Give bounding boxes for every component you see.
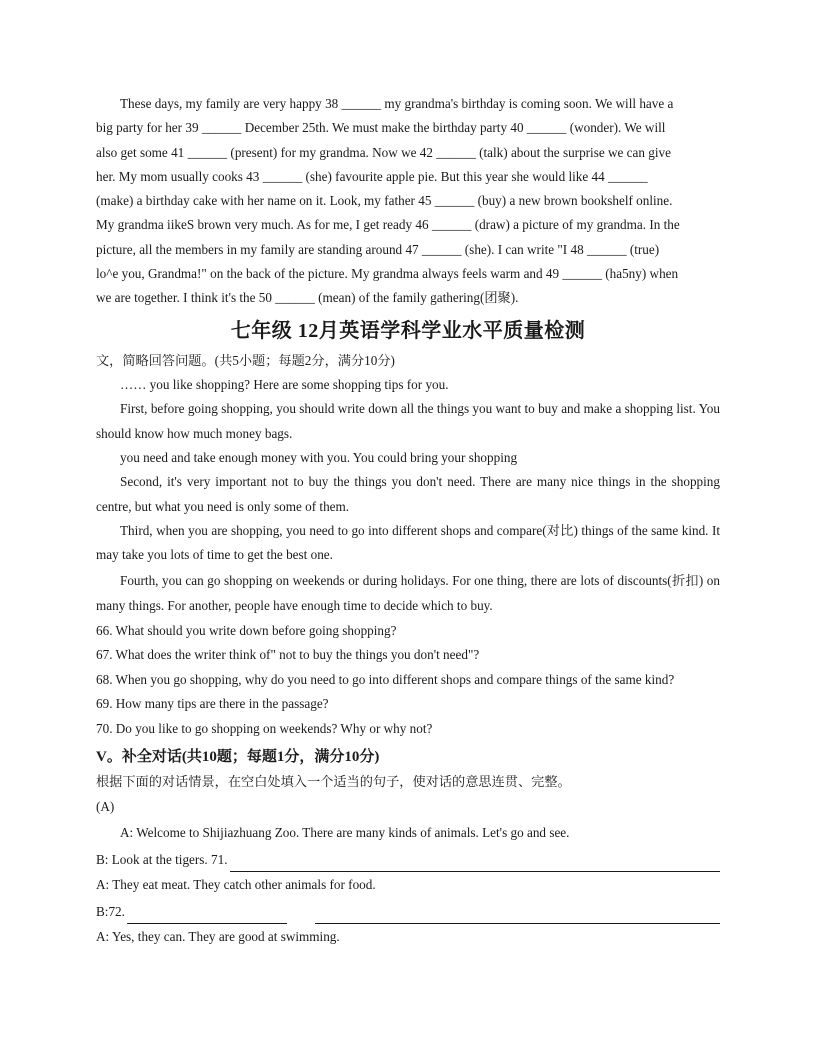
reading-paragraph: First, before going shopping, you should write down all the things you want to buy and make a shopping list. You should know how much money bags.	[96, 401, 720, 441]
answer-blank-71[interactable]	[230, 854, 721, 872]
cloze-line: picture, all the members in my family are standing around 47 ______ (she). I can write "I 48 ______ (true)	[96, 241, 660, 257]
reading-paragraph: Second, it's very important not to buy the things you don't need. There are many nice things in the shopping centre, but what you need is only some of them.	[96, 474, 720, 514]
cloze-line: (make) a birthday cake with her name on it. Look, my father 45 ______ (buy) a new brown bookshelf online.	[96, 193, 673, 209]
reading-instruction: 文，简略回答问题。(共5小题；每题2分，满分10分)	[96, 352, 395, 368]
exam-title: 七年级 12月英语学科学业水平质量检测	[230, 319, 586, 342]
cloze-line: lo^e you, Grandma!" on the back of the picture. My grandma always feels warm and 49 ______ (ha5ny) when	[96, 266, 679, 282]
reading-paragraph: Fourth, you can go shopping on weekends or during holidays. For one thing, there are lots of discounts(折扣) on many things. For another, people have enough time to decide which to buy.	[96, 572, 720, 614]
dialogue-line: A: Yes, they can. They are good at swimming.	[96, 928, 340, 944]
reading-paragraph: Third, when you are shopping, you need to go into different shops and compare(对比) things of the same kind. It may take you lots of time to get the best one.	[96, 523, 720, 563]
cloze-passage	[96, 92, 720, 311]
answer-blank-72b[interactable]	[315, 906, 720, 924]
cloze-line: also get some 41 ______ (present) for my grandma. Now we 42 ______ (talk) about the surprise we can give	[96, 144, 671, 160]
dialogue-line-text: B: Look at the tigers. 71.	[96, 851, 228, 867]
question-item: 67. What does the writer think of" not to buy the things you don't need"?	[96, 647, 480, 663]
section-title: V。补全对话(共10题；每题1分，满分10分)	[96, 748, 380, 765]
dialogue-line-72	[96, 898, 720, 924]
reading-intro: …… you like shopping? Here are some shopping tips for you.	[120, 376, 449, 392]
cloze-line: her. My mom usually cooks 43 ______ (she) favourite apple pie. But this year she would like 44 ______	[96, 168, 648, 184]
question-item: 69. How many tips are there in the passage?	[96, 696, 329, 712]
cloze-line: big party for her 39 ______ December 25th. We must make the birthday party 40 ______ (wonder). We will	[96, 120, 666, 136]
exam-page	[96, 92, 720, 950]
answer-blank-72a[interactable]	[127, 906, 287, 924]
dialogue-line: A: They eat meat. They catch other animals for food.	[96, 876, 376, 892]
dialogue-line-text: B:72.	[96, 903, 125, 919]
dialogue-section	[96, 744, 720, 950]
reading-section	[96, 349, 720, 742]
question-item: 68. When you go shopping, why do you need to go into different shops and compare things of the same kind?	[96, 671, 675, 687]
cloze-line: These days, my family are very happy 38 ______ my grandma's birthday is coming soon. We will have a	[120, 96, 674, 111]
question-item: 66. What should you write down before going shopping?	[96, 622, 397, 638]
cloze-line: My grandma iikeS brown very much. As for me, I get ready 46 ______ (draw) a picture of my grandma. In the	[96, 217, 680, 233]
dialogue-line: A: Welcome to Shijiazhuang Zoo. There are many kinds of animals. Let's go and see.	[120, 824, 570, 840]
dialogue-instruction: 根据下面的对话情景，在空白处填入一个适当的句子，使对话的意思连贯、完整。	[96, 773, 571, 789]
reading-paragraph: you need and take enough money with you. You could bring your shopping	[120, 449, 518, 465]
part-label: (A)	[96, 798, 115, 814]
cloze-line: we are together. I think it's the 50 ______ (mean) of the family gathering(团聚).	[96, 290, 519, 306]
dialogue-line-71	[96, 846, 720, 872]
question-item: 70. Do you like to go shopping on weekends? Why or why not?	[96, 721, 433, 737]
